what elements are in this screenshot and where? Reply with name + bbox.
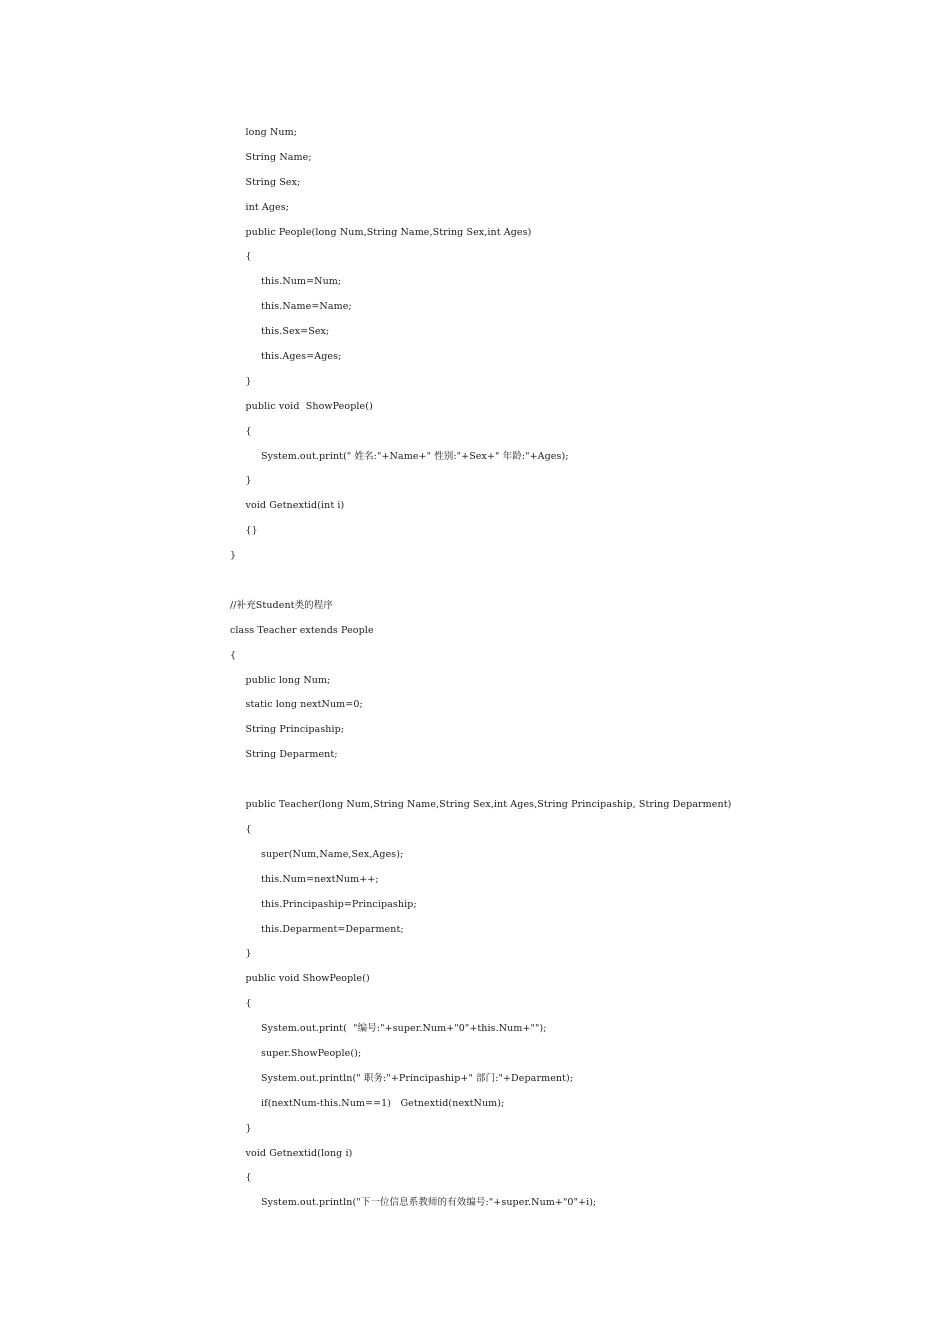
code-line: } [230,550,237,562]
code-line: this.Ages=Ages; [261,351,342,363]
code-line: {} [245,525,258,537]
code-line: super.ShowPeople(); [261,1047,362,1059]
code-listing [230,121,910,1216]
code-line: } [245,475,252,487]
code-line: this.Name=Name; [261,301,352,313]
code-line: this.Deparment=Deparment; [261,923,404,935]
code-line: } [245,948,252,960]
code-line: this.Num=nextNum++; [261,873,379,885]
code-line: { [245,251,252,263]
code-line: System.out.print(" 姓名:"+Name+" 性别:"+Sex+" 年龄:"+Ages); [261,450,569,462]
code-line: this.Num=Num; [261,276,342,288]
code-line: if(nextNum-this.Num==1) Getnextid(nextNum); [261,1097,505,1109]
code-line: void Getnextid(int i) [245,500,345,512]
code-line: System.out.print( "编号:"+super.Num+"0"+this.Num+""); [261,1023,547,1035]
code-line: class Teacher extends People [230,624,374,636]
code-line: //补充Student类的程序 [230,599,333,611]
code-line: static long nextNum=0; [245,699,363,711]
code-line: public void ShowPeople() [245,400,373,412]
code-line: { [245,823,252,835]
code-line: public void ShowPeople() [245,973,370,985]
code-line: public long Num; [245,674,331,686]
code-line: String Principaship; [245,724,345,736]
code-line: String Sex; [245,176,301,188]
code-line: } [245,375,252,387]
code-line: { [230,649,237,661]
code-line: { [245,425,252,437]
code-line: System.out.println(" 职务:"+Principaship+" 部门:"+Deparment); [261,1072,574,1084]
code-line: System.out.println("下一位信息系教师的有效编号:"+super.Num+"0"+i); [261,1197,597,1209]
code-line: public People(long Num,String Name,String Sex,int Ages) [245,226,532,238]
code-line: this.Sex=Sex; [261,326,330,338]
code-line: long Num; [245,127,298,138]
code-line: } [245,1122,252,1134]
blank-line [230,768,910,793]
code-line: super(Num,Name,Sex,Ages); [261,848,404,860]
code-line: void Getnextid(long i) [245,1147,353,1159]
code-line: this.Principaship=Principaship; [261,898,417,910]
code-line: public Teacher(long Num,String Name,String Sex,int Ages,String Principaship, String Deparment) [245,799,732,811]
code-line: String Deparment; [245,749,338,761]
code-line: { [245,1172,252,1184]
code-line: String Name; [245,151,312,163]
blank-line [230,569,910,594]
code-line: int Ages; [245,201,290,213]
code-line: { [245,998,252,1010]
